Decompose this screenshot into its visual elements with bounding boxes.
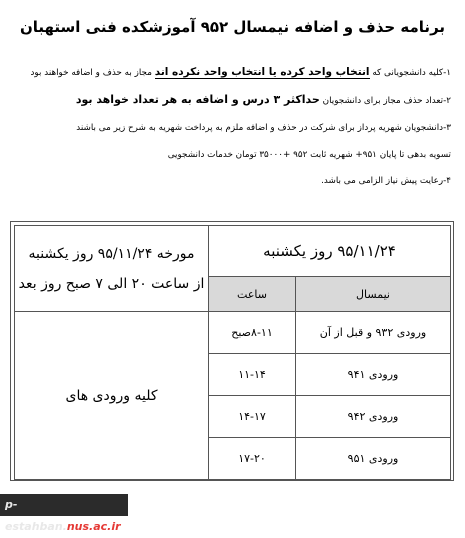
table-row xyxy=(15,312,451,354)
note-1 xyxy=(11,66,451,80)
note-1-end: مجاز به حذف و اضافه خواهند بود xyxy=(30,68,152,78)
note-1-start: ۱-کلیه دانشجویانی که xyxy=(372,68,451,78)
note-1-highlight: انتخاب واحد کرده یا انتخاب واحد نکرده اند xyxy=(154,66,370,78)
semester-cell: ورودی ۹۳۲ و قبل از آن xyxy=(296,312,451,354)
site-watermark xyxy=(0,494,128,533)
watermark-suffix: nus.ac.ir xyxy=(66,520,121,533)
note-2 xyxy=(11,93,451,108)
schedule-table xyxy=(14,225,451,480)
watermark-prefix: p-estahban. xyxy=(5,498,67,533)
semester-cell: ورودی ۹۴۲ xyxy=(296,396,451,438)
schedule-frame xyxy=(10,221,454,481)
time-cell: ۱۱-۱۴ xyxy=(209,354,296,396)
note-2-highlight: حداکثر ۳ درس و اضافه به هر تعداد خواهد بود xyxy=(75,93,320,106)
night-hours: از ساعت ۲۰ الی ۷ صبح روز بعد xyxy=(18,275,205,292)
note-3: ۳-دانشجویان شهریه پرداز برای شرکت در حذف و اضافه ملزم به پرداخت شهریه به شرح زیر می باشند xyxy=(76,123,451,133)
semester-cell: ورودی ۹۵۱ xyxy=(296,438,451,480)
day-time-header: ۹۵/۱۱/۲۴ روز یکشنبه xyxy=(209,226,451,277)
semester-column-header: نیمسال xyxy=(296,277,451,312)
page-title: برنامه حذف و اضافه نیمسال ۹۵۲ آموزشکده فنی استهبان xyxy=(19,18,446,36)
all-entries-cell: کلیه ورودی های xyxy=(15,312,209,480)
time-cell: ۸-۱۱صبح xyxy=(209,312,296,354)
time-cell: ۱۴-۱۷ xyxy=(209,396,296,438)
note-2-start: ۲-تعداد حذف مجاز برای دانشجویان xyxy=(322,96,451,106)
night-date: مورخه ۹۵/۱۱/۲۴ روز یکشنبه xyxy=(28,245,195,262)
time-cell: ۱۷-۲۰ xyxy=(209,438,296,480)
time-column-header: ساعت xyxy=(209,277,296,312)
note-3-detail: تسویه بدهی تا پایان ۹۵۱+ شهریه ثابت ۹۵۲ +۳۵۰۰۰ تومان خدمات دانشجویی xyxy=(167,150,451,160)
semester-cell: ورودی ۹۴۱ xyxy=(296,354,451,396)
night-time-header xyxy=(15,226,209,312)
note-4: ۴-رعایت پیش نیاز الزامی می باشد. xyxy=(321,176,451,186)
